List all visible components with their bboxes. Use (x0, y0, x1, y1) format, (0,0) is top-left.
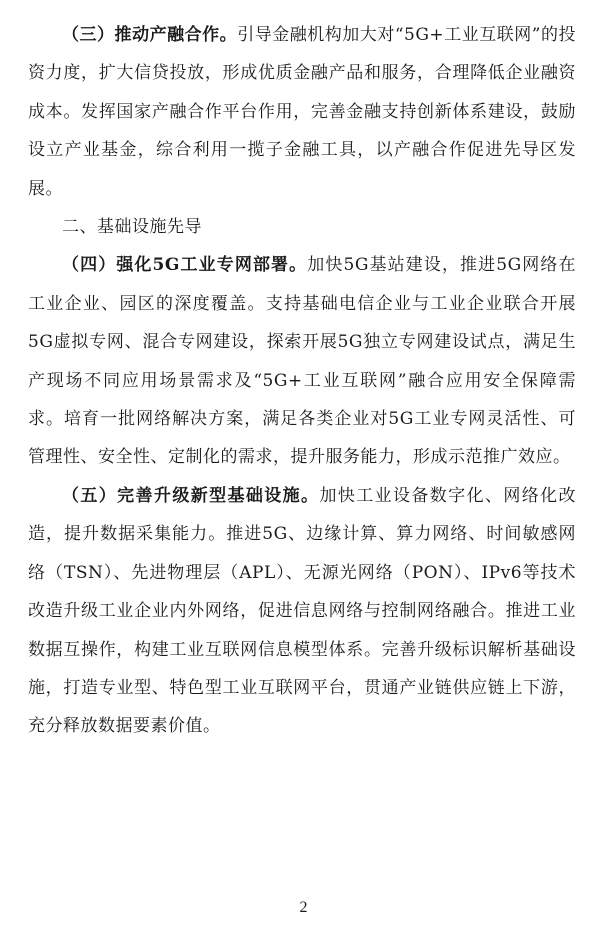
document-page (28, 16, 576, 746)
paragraph-body: 加快工业设备数字化、网络化改造，提升数据采集能力。推进5G、边缘计算、算力网络、时间敏感网络（TSN）、先进物理层（APL）、无源光网络（PON）、IPv6等技术改造升级工业企业内外网络，促进信息网络与控制网络融合。推进工业数据互操作，构建工业互联网信息模型体系。完善升级标识解析基础设施，打造专业型、特色型工业互联网平台，贯通产业链供应链上下游，充分释放数据要素价值。 (28, 485, 577, 737)
paragraph-5g-private-network (28, 246, 576, 476)
paragraph-body: 引导金融机构加大对“5G+工业互联网”的投资力度，扩大信贷投放，形成优质金融产品和服务，合理降低企业融资成本。发挥国家产融合作平台作用，完善金融支持创新体系建设，鼓励设立产业基金，综合利用一揽子金融工具，以产融合作促进先导区发展。 (28, 25, 577, 199)
paragraph-promote-industry-finance (28, 16, 576, 208)
section-heading-infrastructure: 二、基础设施先导 (62, 217, 202, 238)
paragraph-lead: （四）强化5G工业专网部署。 (62, 255, 308, 276)
paragraph-body: 加快5G基站建设，推进5G网络在工业企业、园区的深度覆盖。支持基础电信企业与工业企业联合开展5G虚拟专网、混合专网建设，探索开展5G独立专网建设试点，满足生产现场不同应用场景需求及“5G+工业互联网”融合应用安全保障需求。培育一批网络解决方案，满足各类企业对5G工业专网灵活性、可管理性、安全性、定制化的需求，提升服务能力，形成示范推广效应。 (28, 255, 576, 468)
paragraph-new-infrastructure (28, 477, 576, 746)
paragraph-lead: （三）推动产融合作。 (62, 25, 238, 45)
page-number: 2 (299, 899, 308, 916)
paragraph-lead: （五）完善升级新型基础设施。 (62, 485, 320, 506)
